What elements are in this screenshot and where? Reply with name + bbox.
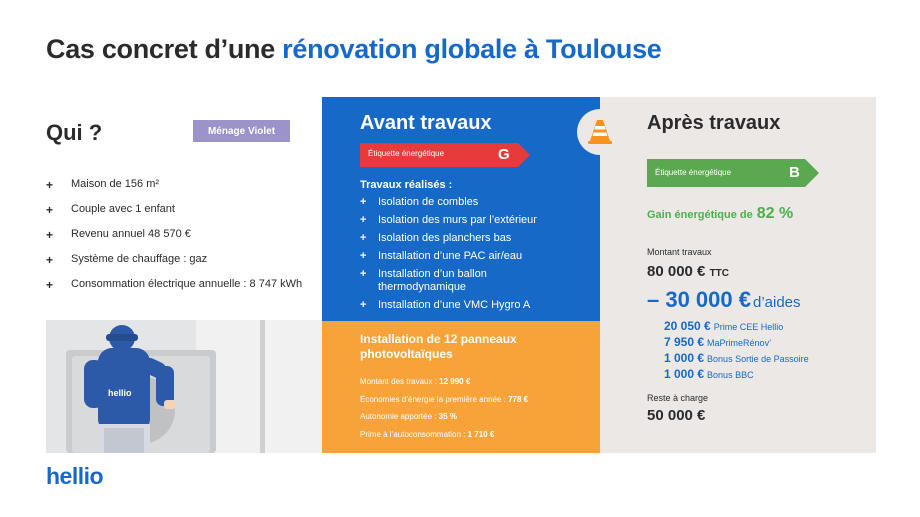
list-item: + Installation d’une PAC air/eau	[360, 250, 523, 262]
list-item: + Maison de 156 m²	[46, 178, 160, 192]
plus-icon: +	[46, 203, 54, 217]
montant-value: 80 000 € TTC	[647, 263, 730, 280]
list-item: + Système de chauffage : gaz	[46, 253, 208, 267]
plus-icon: +	[360, 299, 367, 311]
plus-icon: +	[360, 268, 367, 280]
plus-icon: +	[360, 232, 367, 244]
list-item: + Installation d’un ballon thermodynamique	[360, 268, 487, 293]
hellio-logo: hellio	[46, 463, 104, 489]
avant-panel	[322, 97, 600, 321]
technician-photo	[46, 320, 322, 453]
apres-heading: Après travaux	[647, 112, 781, 134]
list-item: + Revenu annuel 48 570 €	[46, 228, 191, 242]
page-title	[46, 34, 662, 65]
energy-label-b	[647, 159, 819, 187]
reste-label: Reste à charge	[647, 393, 709, 403]
list-item: Autonomie apportée : 35 %	[360, 412, 457, 421]
aides-total: – 30 000 € d’aides	[647, 287, 801, 312]
list-item: + Couple avec 1 enfant	[46, 203, 175, 217]
list-item: 7 950 € MaPrimeRénov’	[664, 335, 772, 349]
energy-label-g	[360, 143, 530, 167]
title-highlight: rénovation globale à Toulouse	[282, 34, 662, 64]
plus-icon: +	[46, 253, 54, 267]
list-item: + Consommation électrique annuelle : 8 747 kWh	[46, 278, 303, 292]
traffic-cone-icon	[577, 109, 623, 155]
list-item: + Isolation des murs par l’extérieur	[360, 214, 537, 226]
list-item: + Isolation des planchers bas	[360, 232, 512, 244]
reste-value: 50 000 €	[647, 407, 706, 424]
technician-illustration	[46, 320, 322, 453]
list-item: 1 000 € Bonus BBC	[664, 367, 754, 381]
list-item: Prime à l’autoconsommation : 1 710 €	[360, 429, 495, 439]
montant-label: Montant travaux	[647, 247, 712, 257]
list-item: Économies d’énergie la première année : 778 €	[360, 394, 529, 404]
aides-list	[664, 319, 809, 383]
household-badge: Ménage Violet	[193, 120, 290, 142]
plus-icon: +	[360, 214, 367, 226]
travaux-title: Travaux réalisés :	[360, 179, 453, 191]
pv-panel	[322, 321, 600, 453]
avant-heading: Avant travaux	[360, 112, 492, 134]
energy-grade: G	[498, 146, 510, 163]
qui-heading: Qui ?	[46, 120, 103, 145]
plus-icon: +	[46, 178, 54, 192]
plus-icon: +	[46, 228, 54, 242]
energy-label-text: Étiquette énergétique	[368, 149, 445, 158]
list-item: 20 050 € Prime CEE Hellio	[664, 319, 784, 333]
pv-heading: Installation de 12 panneaux photovoltaïques	[360, 332, 517, 361]
pv-list	[360, 377, 528, 447]
plus-icon: +	[46, 278, 54, 292]
travaux-list	[360, 196, 595, 317]
gain-percent: 82 %	[756, 205, 794, 222]
list-item: + Isolation de combles	[360, 196, 479, 208]
list-item: + Installation d’une VMC Hygro A	[360, 299, 531, 311]
title-prefix: Cas concret d’une	[46, 34, 275, 64]
plus-icon: +	[360, 250, 367, 262]
list-item: 1 000 € Bonus Sortie de Passoire	[664, 351, 809, 365]
list-item: Montant des travaux : 12 990 €	[360, 377, 471, 386]
plus-icon: +	[360, 196, 367, 208]
jacket-logo-text: hellio	[108, 388, 132, 398]
energy-label-text: Étiquette énergétique	[655, 168, 732, 177]
energy-gain: Gain énergétique de 82 %	[647, 205, 794, 222]
household-list	[46, 178, 302, 303]
energy-grade: B	[789, 164, 800, 181]
apres-panel	[600, 97, 876, 453]
